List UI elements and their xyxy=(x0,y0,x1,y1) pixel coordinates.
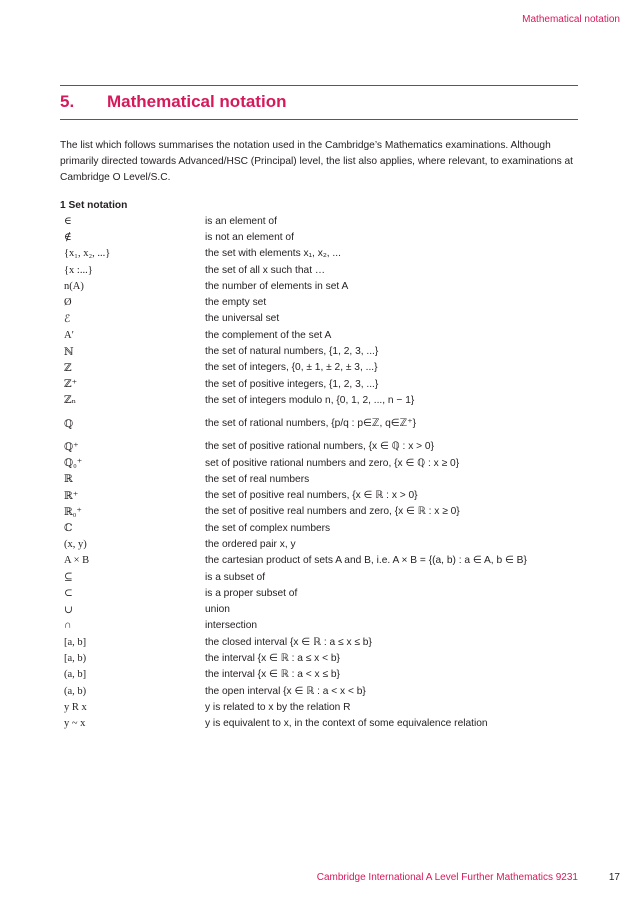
intro-paragraph: The list which follows summarises the notation used in the Cambridge’s Mathematics examinations. Although primarily directed towards Advanced/HSC (Principal) level, the list also applies, where relevant, to examinations at Cambridge O Level/S.C. xyxy=(60,140,574,183)
notation-row xyxy=(62,650,582,666)
notation-row xyxy=(62,520,582,536)
notation-row xyxy=(62,634,582,650)
footer-publication: Cambridge International A Level Further Mathematics 9231 xyxy=(316,872,578,883)
notation-row xyxy=(62,553,582,569)
running-header: Mathematical notation xyxy=(522,14,620,25)
notation-symbol: y R x xyxy=(64,701,87,713)
notation-symbol: ℕ xyxy=(64,346,74,358)
notation-symbol: (a, b) xyxy=(64,685,87,697)
notation-meaning: is a proper subset of xyxy=(205,587,298,599)
page-number: 17 xyxy=(608,872,620,883)
notation-symbol: [a, b] xyxy=(64,636,87,648)
notation-symbol: ⊆ xyxy=(64,572,73,584)
notation-row xyxy=(62,569,582,585)
notation-row xyxy=(62,262,582,278)
notation-row xyxy=(62,392,582,408)
notation-row xyxy=(62,246,582,262)
notation-table xyxy=(62,213,582,732)
notation-meaning: the interval {x ∈ ℝ : a < x ≤ b} xyxy=(205,669,340,681)
notation-meaning: the empty set xyxy=(205,297,267,309)
title-rule-top xyxy=(60,85,578,86)
notation-symbol: A × B xyxy=(64,555,90,567)
notation-meaning: the set with elements x₁, x₂, ... xyxy=(205,248,341,260)
notation-meaning: set of positive rational numbers and zero, {x ∈ ℚ : x ≥ 0} xyxy=(205,457,460,469)
notation-symbol: y ~ x xyxy=(64,718,86,730)
notation-row xyxy=(62,294,582,310)
notation-meaning: y is equivalent to x, in the context of some equivalence relation xyxy=(205,718,488,730)
notation-meaning: y is related to x by the relation R xyxy=(205,701,351,713)
section-number: 5. xyxy=(60,92,75,111)
notation-meaning: the set of complex numbers xyxy=(205,522,331,534)
notation-symbol: Ø xyxy=(64,297,72,309)
notation-symbol: {x :...} xyxy=(64,264,93,276)
notation-meaning: the set of positive real numbers and zero, {x ∈ ℝ : x ≥ 0} xyxy=(205,506,460,518)
notation-meaning: the complement of the set A xyxy=(205,329,332,341)
notation-symbol: ℝ₀⁺ xyxy=(64,506,82,518)
notation-symbol: ℚ⁺ xyxy=(64,441,79,453)
notation-row xyxy=(62,716,582,732)
notation-symbol: (x, y) xyxy=(64,538,87,550)
notation-row xyxy=(62,360,582,376)
notation-symbol: ∈ xyxy=(64,216,72,228)
notation-row xyxy=(62,602,582,618)
notation-meaning: the set of integers, {0, ± 1, ± 2, ± 3, ...} xyxy=(205,362,378,374)
notation-symbol: n(A) xyxy=(64,280,84,292)
notation-symbol: ℤ xyxy=(64,362,72,374)
notation-symbol: ∉ xyxy=(64,232,72,244)
notation-meaning: is an element of xyxy=(205,215,277,227)
set-notation-heading: 1 Set notation xyxy=(60,200,128,211)
notation-row xyxy=(62,327,582,343)
notation-symbol: ℂ xyxy=(64,523,73,535)
notation-row xyxy=(62,504,582,520)
notation-row xyxy=(62,683,582,699)
notation-row xyxy=(62,667,582,683)
notation-meaning: the open interval {x ∈ ℝ : a < x < b} xyxy=(205,685,366,697)
notation-row xyxy=(62,278,582,294)
notation-row xyxy=(62,343,582,359)
notation-row xyxy=(62,487,582,503)
notation-meaning: intersection xyxy=(205,620,258,632)
notation-meaning: is not an element of xyxy=(205,231,294,243)
notation-symbol: ∪ xyxy=(64,604,73,616)
title-rule-bottom xyxy=(60,119,578,120)
notation-symbol: A′ xyxy=(64,329,74,341)
notation-meaning: the set of natural numbers, {1, 2, 3, ...} xyxy=(205,346,379,358)
section-title xyxy=(60,92,286,112)
notation-meaning: the set of positive real numbers, {x ∈ ℝ : x > 0} xyxy=(205,490,418,502)
notation-row xyxy=(62,311,582,327)
notation-symbol: ℚ₀⁺ xyxy=(64,458,83,469)
notation-symbol: ℰ xyxy=(64,313,71,325)
notation-row xyxy=(62,455,582,471)
notation-symbol: {x₁, x₂, ...} xyxy=(64,248,111,260)
notation-meaning: the set of integers modulo n, {0, 1, 2, ..., n − 1} xyxy=(205,394,415,406)
notation-row xyxy=(62,471,582,487)
notation-meaning: the interval {x ∈ ℝ : a ≤ x < b} xyxy=(205,653,340,665)
notation-row xyxy=(62,618,582,634)
notation-meaning: the number of elements in set A xyxy=(205,280,349,292)
notation-row xyxy=(62,213,582,229)
notation-symbol: ℤ⁺ xyxy=(64,379,78,391)
notation-row xyxy=(62,536,582,552)
notation-symbol: ∩ xyxy=(64,620,72,632)
notation-meaning: is a subset of xyxy=(205,571,266,583)
notation-meaning: the set of rational numbers, {p/q : p∈ℤ, q∈ℤ⁺} xyxy=(205,418,417,430)
notation-symbol: ⊂ xyxy=(64,588,73,600)
notation-meaning: the cartesian product of sets A and B, i.e. A × B = {(a, b) : a ∈ A, b ∈ B} xyxy=(205,555,527,567)
notation-meaning: union xyxy=(205,604,230,616)
notation-meaning: the ordered pair x, y xyxy=(205,538,296,550)
notation-symbol: ℝ xyxy=(64,474,73,486)
notation-symbol: [a, b) xyxy=(64,653,87,665)
notation-meaning: the set of all x such that … xyxy=(205,264,326,276)
notation-meaning: the set of positive integers, {1, 2, 3, ...} xyxy=(205,378,379,390)
notation-meaning: the set of real numbers xyxy=(205,473,310,485)
notation-meaning: the set of positive rational numbers, {x ∈ ℚ : x > 0} xyxy=(205,441,434,453)
notation-row xyxy=(62,409,582,439)
notation-meaning: the closed interval {x ∈ ℝ : a ≤ x ≤ b} xyxy=(205,636,372,648)
notation-row xyxy=(62,699,582,715)
notation-symbol: ℝ⁺ xyxy=(64,490,79,502)
notation-symbol: (a, b] xyxy=(64,669,87,681)
notation-symbol: ℚ xyxy=(64,418,74,430)
notation-row xyxy=(62,229,582,245)
notation-symbol: ℤₙ xyxy=(64,395,77,407)
notation-meaning: the universal set xyxy=(205,313,280,325)
notation-row xyxy=(62,585,582,601)
notation-row xyxy=(62,376,582,392)
notation-row xyxy=(62,439,582,455)
section-title-text: Mathematical notation xyxy=(107,92,287,111)
